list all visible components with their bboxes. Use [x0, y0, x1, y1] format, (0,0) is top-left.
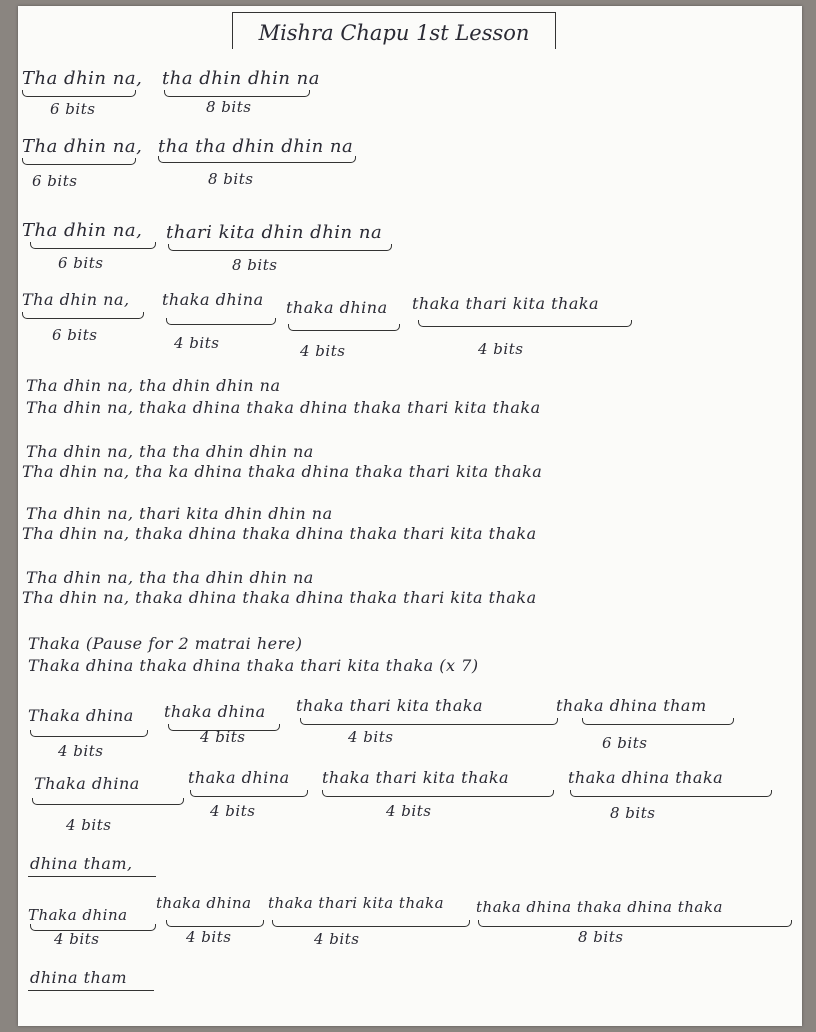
bit-count-label: 4 bits — [348, 728, 394, 746]
bit-count-label: 8 bits — [232, 256, 278, 274]
continuation-line: dhina tham — [30, 968, 128, 987]
bit-count-label: 4 bits — [200, 728, 246, 746]
bit-count-label: 6 bits — [58, 254, 104, 272]
phrase-segment: Thaka dhina — [28, 906, 128, 924]
phrase-line: Thaka (Pause for 2 matrai here) — [28, 634, 303, 653]
grouping-bracket — [582, 718, 734, 725]
continuation-line: dhina tham, — [30, 854, 133, 873]
phrase-segment: Thaka dhina — [34, 774, 140, 793]
phrase-segment: thaka thari kita thaka — [296, 696, 484, 715]
grouping-bracket — [22, 312, 144, 319]
grouping-bracket — [190, 790, 308, 797]
phrase-line: Tha dhin na, tha dhin dhin na — [26, 376, 281, 395]
bit-count-label: 6 bits — [32, 172, 78, 190]
phrase-segment: thaka dhina — [286, 298, 388, 317]
phrase-segment: thaka dhina — [162, 290, 264, 309]
underline — [28, 990, 154, 991]
bit-count-label: 8 bits — [578, 928, 624, 946]
underline — [28, 876, 156, 877]
bit-count-label: 4 bits — [66, 816, 112, 834]
phrase-segment: thaka thari kita thaka — [322, 768, 510, 787]
grouping-bracket — [22, 90, 136, 97]
grouping-bracket — [32, 798, 184, 805]
phrase-segment: thaka thari kita thaka — [412, 294, 600, 313]
bit-count-label: 4 bits — [314, 930, 360, 948]
bit-count-label: 8 bits — [208, 170, 254, 188]
bit-count-label: 4 bits — [186, 928, 232, 946]
grouping-bracket — [166, 318, 276, 325]
grouping-bracket — [158, 156, 356, 163]
bit-count-label: 4 bits — [300, 342, 346, 360]
phrase-line: Tha dhin na, tha ka dhina thaka dhina thaka thari kita thaka — [22, 462, 543, 481]
grouping-bracket — [168, 244, 392, 251]
phrase-segment: thaka thari kita thaka — [268, 894, 445, 912]
bit-count-label: 4 bits — [210, 802, 256, 820]
phrase-segment: Tha dhin na, — [22, 290, 130, 309]
notebook-page — [18, 6, 802, 1026]
bit-count-label: 4 bits — [386, 802, 432, 820]
grouping-bracket — [570, 790, 772, 797]
phrase-line: Tha dhin na, thaka dhina thaka dhina thaka thari kita thaka — [22, 588, 537, 607]
phrase-line: Tha dhin na, tha tha dhin dhin na — [26, 568, 314, 587]
grouping-bracket — [300, 718, 558, 725]
grouping-bracket — [418, 320, 632, 327]
phrase-segment: thaka dhina — [188, 768, 290, 787]
grouping-bracket — [164, 90, 310, 97]
phrase-line: Thaka dhina thaka dhina thaka thari kita thaka (x 7) — [28, 656, 479, 675]
grouping-bracket — [322, 790, 554, 797]
phrase-line: Tha dhin na, thaka dhina thaka dhina thaka thari kita thaka — [26, 398, 541, 417]
phrase-segment: thaka dhina thaka — [568, 768, 724, 787]
phrase-segment: thaka dhina thaka dhina thaka — [476, 898, 723, 916]
phrase-segment: Thaka dhina — [28, 706, 134, 725]
phrase-segment: tha dhin dhin na — [162, 68, 320, 89]
bit-count-label: 4 bits — [174, 334, 220, 352]
phrase-segment: thari kita dhin dhin na — [166, 222, 383, 243]
phrase-segment: thaka dhina — [164, 702, 266, 721]
phrase-segment: tha tha dhin dhin na — [158, 136, 354, 157]
grouping-bracket — [272, 920, 470, 927]
bit-count-label: 4 bits — [58, 742, 104, 760]
page-title: Mishra Chapu 1st Lesson — [232, 12, 556, 49]
grouping-bracket — [166, 920, 264, 927]
phrase-segment: thaka dhina tham — [556, 696, 707, 715]
phrase-line: Tha dhin na, thari kita dhin dhin na — [26, 504, 333, 523]
bit-count-label: 4 bits — [54, 930, 100, 948]
grouping-bracket — [22, 158, 136, 165]
bit-count-label: 6 bits — [52, 326, 98, 344]
phrase-segment: thaka dhina — [156, 894, 252, 912]
phrase-line: Tha dhin na, thaka dhina thaka dhina thaka thari kita thaka — [22, 524, 537, 543]
bit-count-label: 6 bits — [602, 734, 648, 752]
grouping-bracket — [30, 242, 156, 249]
phrase-segment: Tha dhin na, — [22, 220, 143, 241]
grouping-bracket — [478, 920, 792, 927]
bit-count-label: 6 bits — [50, 100, 96, 118]
phrase-segment: Tha dhin na, — [22, 136, 143, 157]
grouping-bracket — [30, 730, 148, 737]
grouping-bracket — [288, 324, 400, 331]
bit-count-label: 8 bits — [206, 98, 252, 116]
bit-count-label: 8 bits — [610, 804, 656, 822]
phrase-line: Tha dhin na, tha tha dhin dhin na — [26, 442, 314, 461]
phrase-segment: Tha dhin na, — [22, 68, 143, 89]
bit-count-label: 4 bits — [478, 340, 524, 358]
